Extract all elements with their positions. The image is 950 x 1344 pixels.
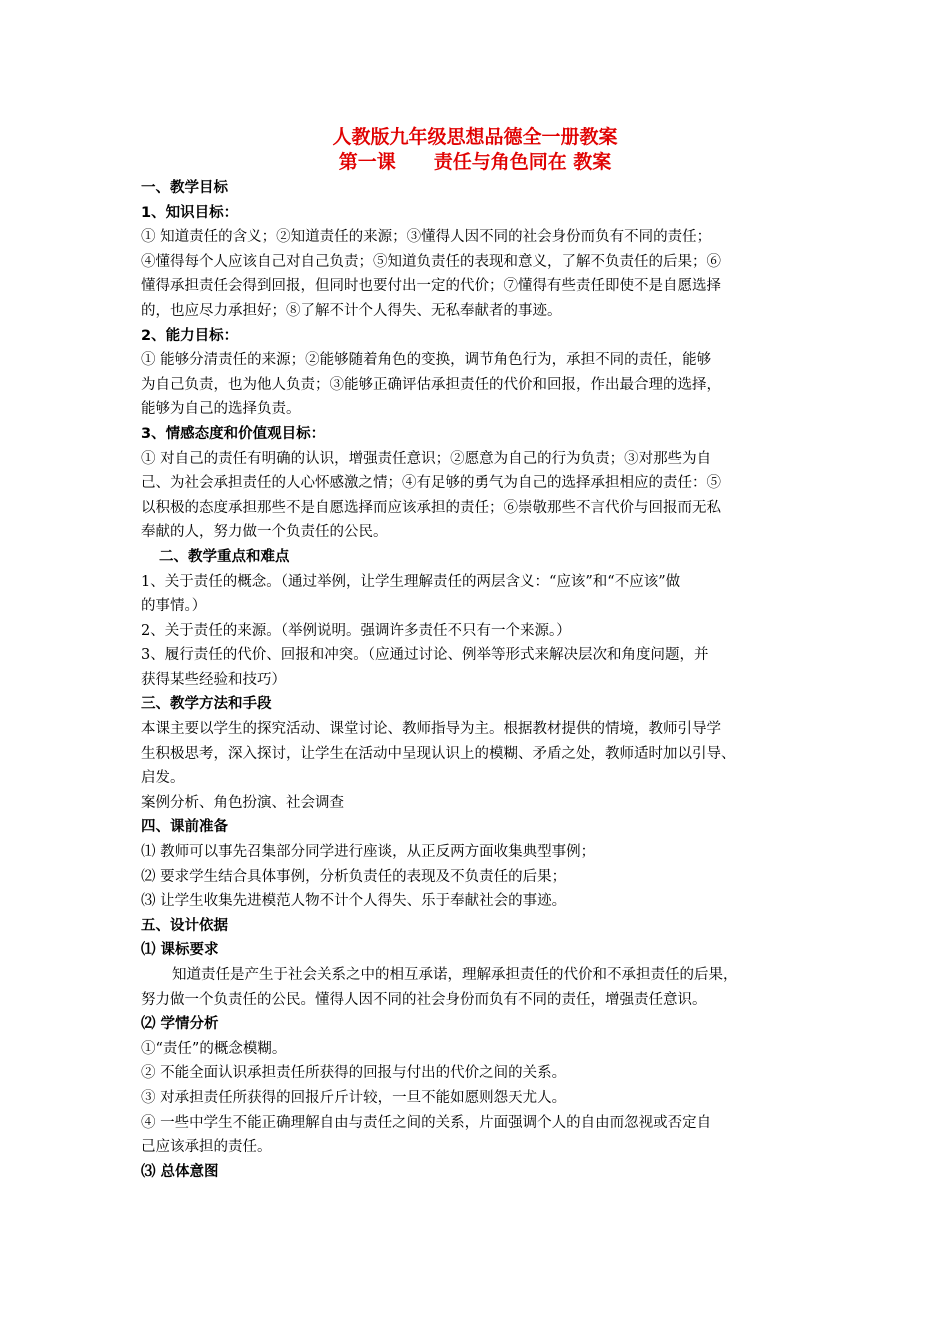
section-heading-objectives: 一、教学目标: [141, 180, 228, 196]
text-line: 启发。: [141, 770, 185, 787]
text-line: ③ 对承担责任所获得的回报斤斤计较，一旦不能如愿则怨天尤人。: [141, 1089, 567, 1106]
text-line: ① 知道责任的含义；②知道责任的来源；③懂得人因不同的社会身份而负有不同的责任；: [141, 229, 712, 246]
document-title: 人教版九年级思想品德全一册教案: [332, 126, 618, 148]
text-line: 本课主要以学生的探究活动、课堂讨论、教师指导为主。根据教材提供的情境，教师引导学: [141, 721, 721, 738]
subheading-student-analysis: ⑵ 学情分析: [141, 1016, 219, 1033]
text-line: 2、关于责任的来源。（举例说明。强调许多责任不只有一个来源。）: [141, 622, 571, 639]
text-line: 的，也应尽力承担好；⑧了解不计个人得失、无私奉献者的事迹。: [141, 302, 562, 319]
text-line: ④ 一些中学生不能正确理解自由与责任之间的关系，片面强调个人的自由而忽视或否定自: [141, 1114, 712, 1131]
text-line: 己、为社会承担责任的人心怀感激之情；④有足够的勇气为自己的选择承担相应的责任：⑤: [141, 475, 721, 492]
text-line: 知道责任是产生于社会关系之中的相互承诺，理解承担责任的代价和不承担责任的后果，: [172, 967, 738, 983]
text-line: ① 能够分清责任的来源；②能够随着角色的变换，调节角色行为，承担不同的责任，能够: [141, 352, 712, 369]
text-line: ④懂得每个人应该自己对自己负责；⑤知道负责任的表现和意义，了解不负责任的后果；⑥: [141, 253, 721, 270]
text-line: 能够为自己的选择负责。: [141, 401, 301, 418]
text-line: 努力做一个负责任的公民。懂得人因不同的社会身份而负有不同的责任，增强责任意识。: [141, 991, 707, 1008]
text-line: 生积极思考，深入探讨，让学生在活动中呈现认识上的模糊、矛盾之处，教师适时加以引导、: [141, 745, 736, 762]
text-line: 以积极的态度承担那些不是自愿选择而应该承担的责任；⑥崇敬那些不言代价与回报而无私: [141, 499, 721, 516]
text-line: ⑴ 教师可以事先召集部分同学进行座谈，从正反两方面收集典型事例；: [141, 844, 596, 861]
text-line: 的事情。）: [141, 598, 207, 615]
text-line: ①“责任”的概念模糊。: [141, 1040, 287, 1057]
text-line: 案例分析、角色扮演、社会调查: [141, 794, 344, 811]
text-line: 为自己负责，也为他人负责；③能够正确评估承担责任的代价和回报，作出最合理的选择，: [141, 376, 721, 393]
subheading-curriculum: ⑴ 课标要求: [141, 942, 219, 959]
subheading-ability: 2、能力目标：: [141, 327, 239, 344]
text-line: ② 不能全面认识承担责任所获得的回报与付出的代价之间的关系。: [141, 1065, 567, 1082]
section-heading-preparation: 四、课前准备: [141, 819, 228, 836]
lesson-title: 第一课 责任与角色同在 教案: [338, 151, 612, 173]
subheading-values: 3、情感态度和价值观目标：: [141, 425, 326, 442]
section-heading-design-basis: 五、设计依据: [141, 917, 228, 934]
document-body: [141, 176, 831, 1184]
subheading-knowledge: 1、知识目标：: [141, 204, 239, 221]
text-line: 懂得承担责任会得到回报，但同时也要付出一定的代价；⑦懂得有些责任即使不是自愿选择: [141, 278, 721, 295]
text-line: 奉献的人，努力做一个负责任的公民。: [141, 524, 388, 541]
section-heading-methods: 三、教学方法和手段: [141, 696, 272, 713]
text-line: ① 对自己的责任有明确的认识，增强责任意识；②愿意为自己的行为负责；③对那些为自: [141, 450, 712, 467]
text-line: 1、关于责任的概念。（通过举例，让学生理解责任的两层含义：“应该”和“不应该”做: [141, 573, 681, 590]
subheading-overall-intent: ⑶ 总体意图: [141, 1163, 219, 1180]
text-line: ⑵ 要求学生结合具体事例，分析负责任的表现及不负责任的后果；: [141, 868, 567, 885]
text-line: ⑶ 让学生收集先进模范人物不计个人得失、乐于奉献社会的事迹。: [141, 893, 567, 910]
section-heading-key-points: 二、教学重点和难点: [159, 548, 290, 565]
text-line: 3、履行责任的代价、回报和冲突。（应通过讨论、例举等形式来解决层次和角度问题，并: [141, 647, 709, 664]
text-line: 己应该承担的责任。: [141, 1139, 272, 1156]
text-line: 获得某些经验和技巧）: [141, 671, 286, 688]
